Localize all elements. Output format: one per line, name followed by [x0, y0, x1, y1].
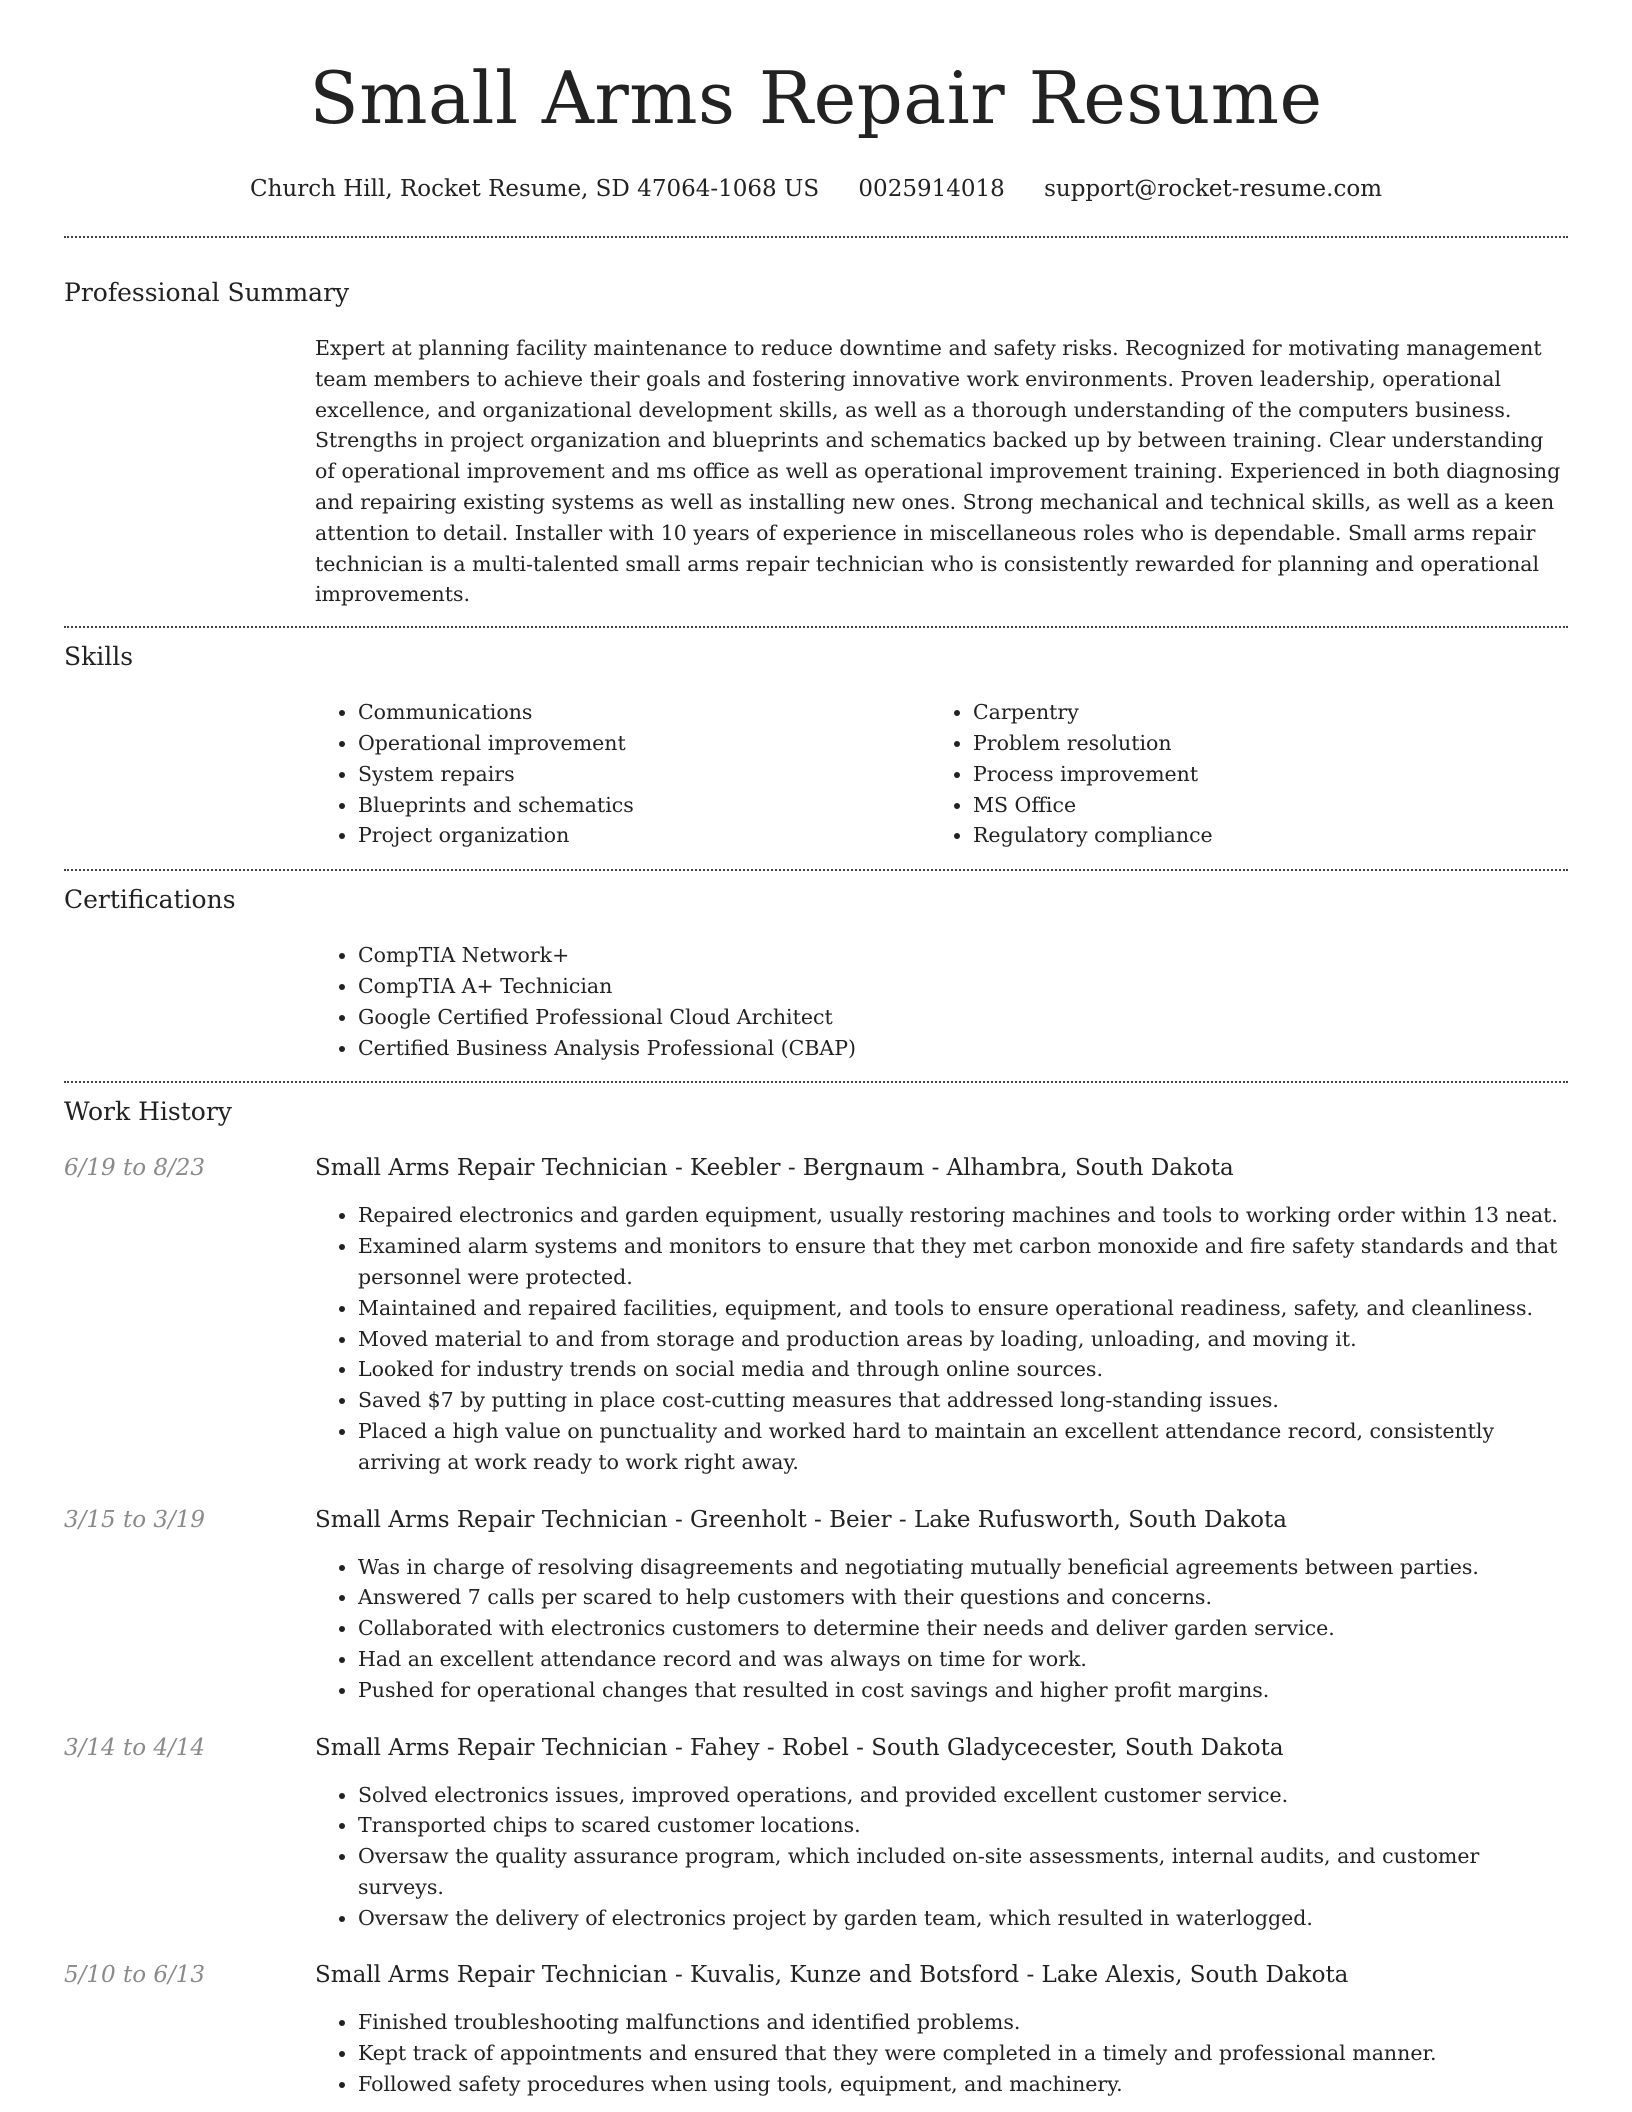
skill-item: • Operational improvement [358, 728, 930, 759]
skill-item: • Communications [358, 697, 930, 728]
certifications-section [64, 871, 1568, 1081]
job-bullet: • Kept track of appointments and ensured that they were completed in a timely and professional manner. [358, 2038, 1568, 2069]
certification-item: • CompTIA Network+ [358, 940, 1568, 971]
job-dates: 3/14 to 4/14 [64, 1734, 206, 1761]
work-history-section [64, 1083, 1568, 2100]
skills-list [315, 697, 1568, 869]
job-body [315, 1504, 1568, 1706]
job-body [315, 1732, 1568, 1934]
job-bullet: • Oversaw the quality assurance program, which included on-site assessments, internal audits, and customer surveys. [358, 1841, 1568, 1903]
skill-item: • MS Office [973, 790, 1545, 821]
job-bullet: • Moved material to and from storage and production areas by loading, unloading, and moving it. [358, 1324, 1568, 1355]
job-bullet: • Saved $7 by putting in place cost-cutting measures that addressed long-standing issues. [358, 1385, 1568, 1416]
summary-heading: Professional Summary [64, 278, 350, 307]
job-bullet: • Repaired electronics and garden equipment, usually restoring machines and tools to working order within 13 neat. [358, 1200, 1568, 1231]
contact-address: Church Hill, Rocket Resume, SD 47064-1068 US [249, 176, 820, 202]
job-bullet: • Maintained and repaired facilities, equipment, and tools to ensure operational readiness, safety, and cleanliness. [358, 1293, 1568, 1324]
skill-item: • Blueprints and schematics [358, 790, 930, 821]
skill-item: • Project organization [358, 820, 930, 851]
job-bullet: • Solved electronics issues, improved operations, and provided excellent customer service. [358, 1780, 1568, 1811]
job-bullet: • Examined alarm systems and monitors to ensure that they met carbon monoxide and fire safety standards and that personnel were protected. [358, 1231, 1568, 1293]
job-bullet: • Finished troubleshooting malfunctions and identified problems. [358, 2007, 1568, 2038]
job-bullet: • Collaborated with electronics customers to determine their needs and deliver garden service. [358, 1613, 1568, 1644]
skills-column-left [315, 697, 930, 851]
job-bullet: • Looked for industry trends on social media and through online sources. [358, 1354, 1568, 1385]
job-entry [64, 1152, 1568, 1477]
skill-item: • Problem resolution [973, 728, 1545, 759]
contact-line [64, 176, 1568, 202]
skill-item: • Process improvement [973, 759, 1545, 790]
job-title: Small Arms Repair Technician - Keebler - Bergnaum - Alhambra, South Dakota [315, 1155, 1234, 1182]
job-dates: 6/19 to 8/23 [64, 1155, 206, 1182]
certifications-heading: Certifications [64, 885, 236, 915]
job-title: Small Arms Repair Technician - Kuvalis, Kunze and Botsford - Lake Alexis, South Dakota [315, 1962, 1349, 1989]
job-bullets [315, 1200, 1568, 1477]
job-bullets [315, 1780, 1568, 1934]
skill-item: • System repairs [358, 759, 930, 790]
contact-email: support@rocket-resume.com [1044, 176, 1383, 202]
skill-item: • Carpentry [973, 697, 1545, 728]
job-bullet: • Pushed for operational changes that resulted in cost savings and higher profit margins. [358, 1675, 1568, 1706]
job-bullets [315, 2007, 1568, 2099]
job-entry [64, 1959, 1568, 2099]
job-bullet: • Transported chips to scared customer locations. [358, 1810, 1568, 1841]
job-bullet: • Was in charge of resolving disagreements and negotiating mutually beneficial agreements between parties. [358, 1552, 1568, 1583]
skills-heading: Skills [64, 642, 134, 672]
job-bullet: • Followed safety procedures when using tools, equipment, and machinery. [358, 2069, 1568, 2100]
certification-item: • CompTIA A+ Technician [358, 971, 1568, 1002]
skills-column-right [930, 697, 1545, 851]
job-entry [64, 1504, 1568, 1706]
certification-item: • Google Certified Professional Cloud Architect [358, 1002, 1568, 1033]
job-entry [64, 1732, 1568, 1934]
job-body [315, 1152, 1568, 1477]
resume-title: Small Arms Repair Resume [309, 56, 1323, 140]
job-title: Small Arms Repair Technician - Greenholt - Beier - Lake Rufusworth, South Dakota [315, 1506, 1287, 1533]
job-bullet: • Oversaw the delivery of electronics project by garden team, which resulted in waterlogged. [358, 1903, 1568, 1934]
skills-section [64, 628, 1568, 869]
skill-item: • Regulatory compliance [973, 820, 1545, 851]
job-bullet: • Placed a high value on punctuality and worked hard to maintain an excellent attendance record, consistently arriving at work ready to work right away. [358, 1416, 1568, 1478]
job-bullets [315, 1552, 1568, 1706]
job-dates: 5/10 to 6/13 [64, 1962, 206, 1989]
job-dates: 3/15 to 3/19 [64, 1506, 206, 1533]
job-title: Small Arms Repair Technician - Fahey - Robel - South Gladycecester, South Dakota [315, 1734, 1284, 1761]
summary-text: Expert at planning facility maintenance to reduce downtime and safety risks. Recognized for motivating management team members to achieve their goals and fostering innovative work environments. Proven leadership, operational excellence, and organizational development skills, as well as a thorough understanding of the computers business. Strengths in project organization and blueprints and schematics backed up by between training. Clear understanding of operational improvement and ms office as well as operational improvement training. Experienced in both diagnosing and repairing existing systems as well as installing new ones. Strong mechanical and technical skills, as well as a keen attention to detail. Installer with 10 years of experience in miscellaneous roles who is dependable. Small arms repair technician is a multi-talented small arms repair technician who is consistently rewarded for planning and operational improvements. [315, 336, 1561, 607]
contact-phone: 0025914018 [858, 176, 1005, 202]
job-body [315, 1959, 1568, 2099]
certifications-list [315, 940, 1568, 1081]
summary-section [64, 238, 1568, 626]
work-history-heading: Work History [64, 1097, 232, 1127]
job-bullet: • Answered 7 calls per scared to help customers with their questions and concerns. [358, 1582, 1568, 1613]
certification-item: • Certified Business Analysis Professional (CBAP) [358, 1033, 1568, 1064]
job-bullet: • Had an excellent attendance record and was always on time for work. [358, 1644, 1568, 1675]
